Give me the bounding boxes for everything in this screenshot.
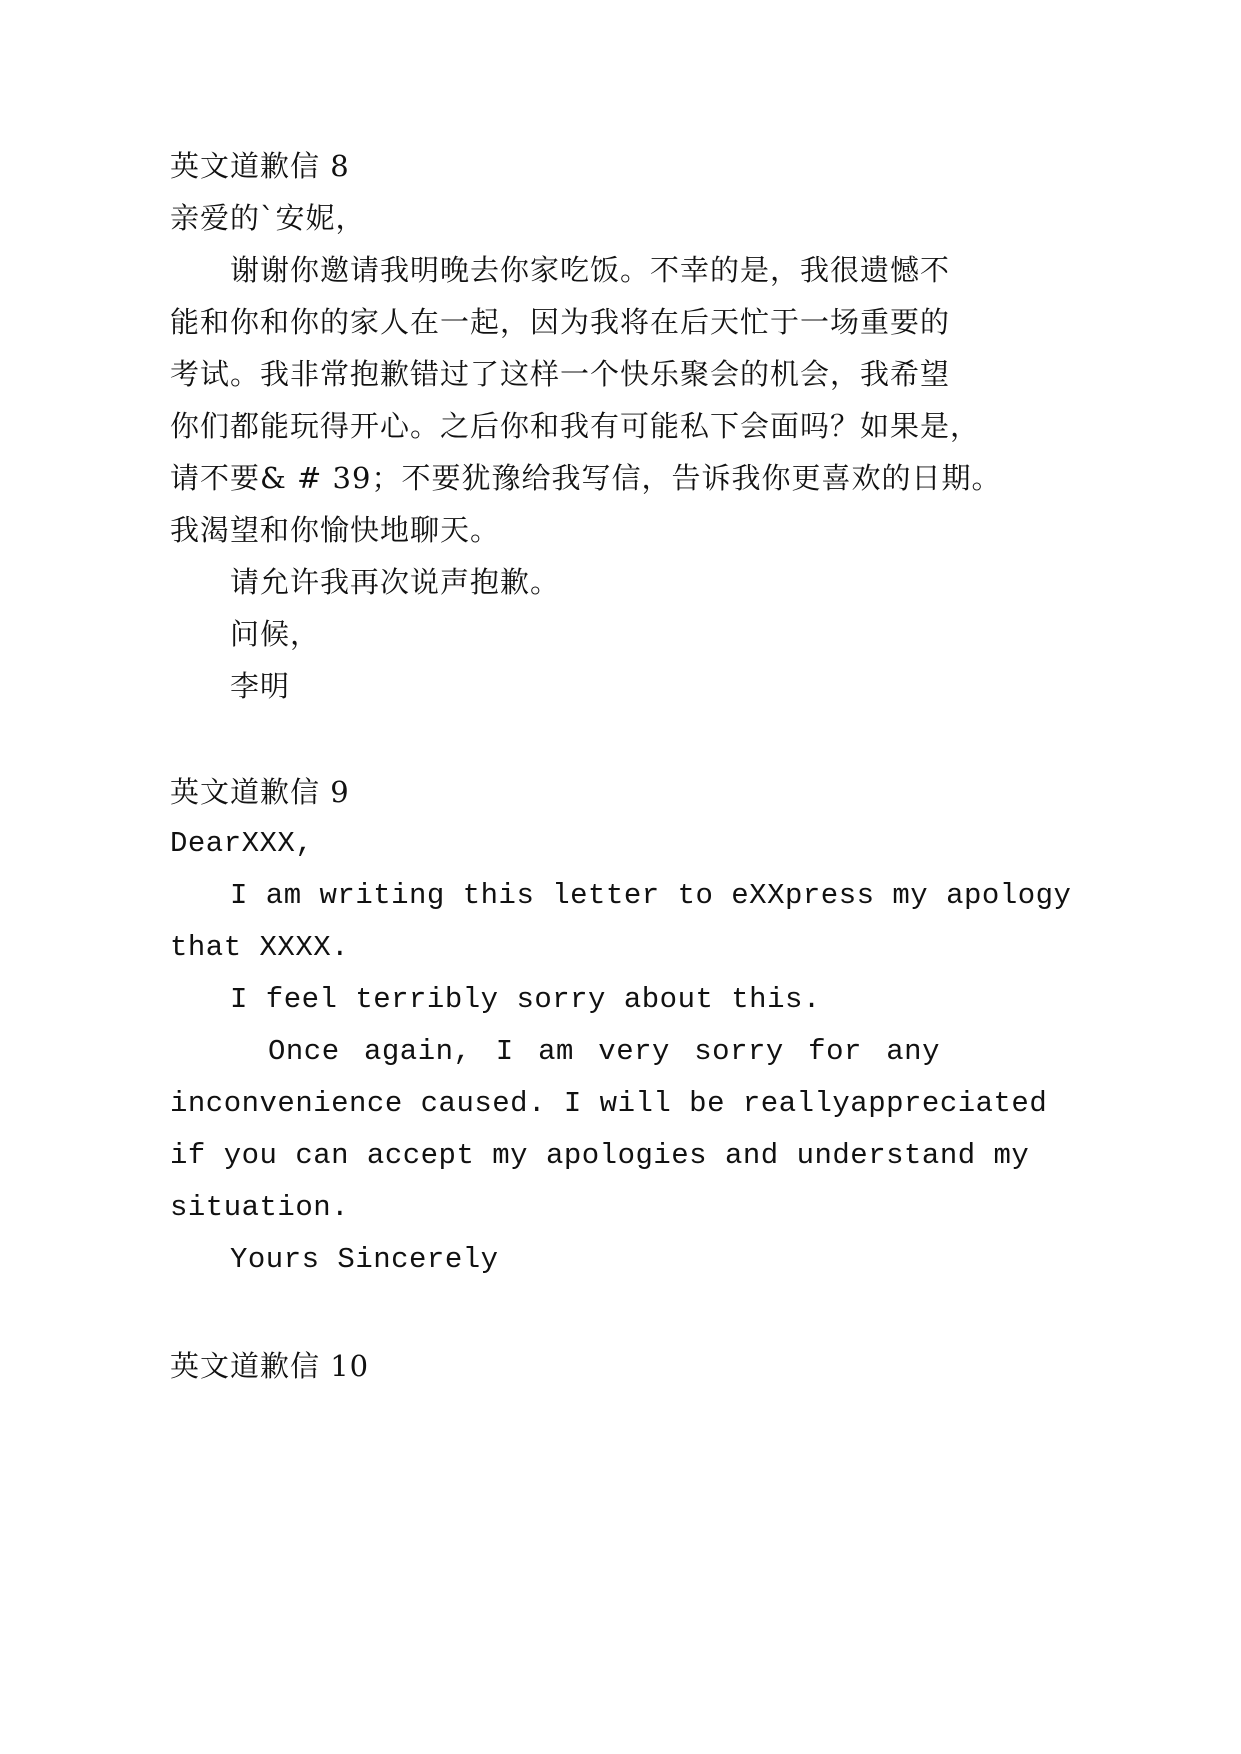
section-title: 英文道歉信 8 [170,149,350,183]
letter-body-line: I feel terribly sorry about this. [230,983,821,1016]
letter-body-line: if you can accept my apologies and understand my [170,1139,1030,1172]
letter-body-line: 我渴望和你愉快地聊天。 [170,513,501,547]
letter-closing-line: 问候， [230,617,321,651]
letter-body-line: I am writing this letter to eXXpress my apology [230,879,1072,912]
letter-body-line: 能和你和你的家人在一起，因为我将在后天忙于一场重要的 [170,305,951,339]
letter-closing-line: Yours Sincerely [230,1243,499,1276]
letter-body-line: 谢谢你邀请我明晚去你家吃饭。不幸的是，我很遗憾不 [230,253,951,287]
letter-body-line: Once again, I am very sorry for any [268,1035,940,1068]
letter-closing-line: 请允许我再次说声抱歉。 [230,565,561,599]
letter-body-line: 考试。我非常抱歉错过了这样一个快乐聚会的机会，我希望 [170,357,951,391]
letter-body-line: 你们都能玩得开心。之后你和我有可能私下会面吗？如果是， [170,409,981,443]
letter-greeting: DearXXX, [170,827,314,860]
letter-body-line: situation. [170,1191,350,1224]
letter-body-line: inconvenience caused. I will be reallyappreciated [170,1087,1048,1120]
letter-greeting: 亲爱的`安妮， [170,201,366,235]
letter-signature: 李明 [230,669,291,703]
section-title: 英文道歉信 9 [170,775,350,809]
letter-body-line: that XXXX. [170,931,350,964]
letter-body-line: 请不要& # 39；不要犹豫给我写信，告诉我你更喜欢的日期。 [170,461,1002,495]
section-title: 英文道歉信 10 [170,1349,370,1383]
